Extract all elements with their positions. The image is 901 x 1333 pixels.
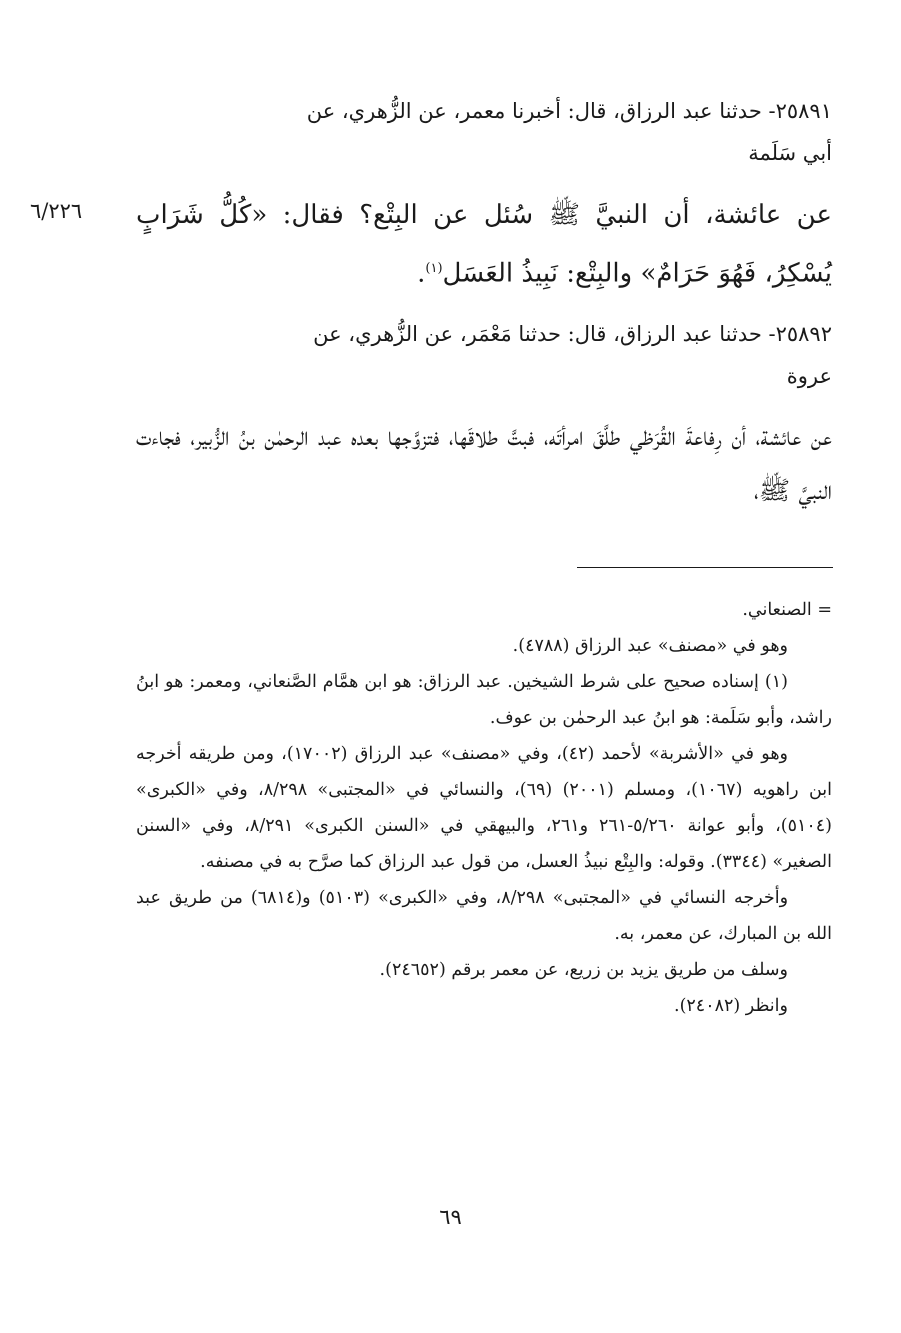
footnote-1-para-4: وسلف من طريق يزيد بن زريع، عن معمر برقم (٢٤٦٥٢). [379,960,788,980]
footnote-marker[interactable]: (١) [425,261,443,276]
page-number: ٦٩ [439,1205,462,1229]
footnote-separator [577,567,833,568]
footnote-1-para-2: وهو في «الأشربة» لأحمد (٤٢)، وفي «مصنف» عبد الرزاق (١٧٠٠٢)، ومن طريقه أخرجه ابن راهويه (١٠٦٧)، ومسلم (٢٠٠١) (٦٩)، والنسائي في «المجتبى» ٨/٢٩٨، وفي «الكبرى» (٥١٠٤)، وأبو عوانة ٥/٢٦٠-٢٦١ و٢٦١، والبيهقي في «السنن الكبرى» ٨/٢٩١، وفي «السنن الصغير» (٣٣٤٤). وقوله: والبِتْع نبيذُ العسل، من قول عبد الرزاق كما صرَّح به في مصنفه. [136,744,833,872]
footnote-1-para-5: وانظر (٢٤٠٨٢). [674,996,788,1016]
chain-line-2: عروة [786,364,832,388]
matn-end: . [417,258,426,289]
chain-line-1: ٢٥٨٩٢- حدثنا عبد الرزاق، قال: حدثنا مَعْمَر، عن الزُّهري، عن [313,322,832,346]
chain-line-1: ٢٥٨٩١- حدثنا عبد الرزاق، قال: أخبرنا معمر، عن الزُّهري، عن [306,99,832,123]
hadith-25891-matn [136,188,832,301]
hadith-25892-chain [136,313,832,397]
footnotes [136,592,832,1024]
footnote-1-para-1: (١) إسناده صحيح على شرط الشيخين. عبد الرزاق: هو ابن همَّام الصَّنعاني، ومعمر: هو ابنُ راشد، وأبو سَلَمة: هو ابنُ عبد الرحمٰن بن عوف. [136,672,832,728]
matn-text: عن عائشة، أن رِفاعةَ القُرَظي طلَّقَ امرأتَه، فبتَّ طلاقَها، فتزوَّجها بعده عبد الرحمٰن بنُ الزُّبير، فجاءت النبيَّ ﷺ، [136,422,832,506]
hadith-25891-chain [136,90,832,174]
hadith-25892-matn [136,410,832,518]
footnote-continuation-source: وهو في «مصنف» عبد الرزاق (٤٧٨٨). [512,636,788,656]
footnote-continuation: = الصنعاني. [742,600,832,620]
footnote-1-para-3: وأخرجه النسائي في «المجتبى» ٨/٢٩٨، وفي «الكبرى» (٥١٠٣) و(٦٨١٤) من طريق عبد الله بن المبارك، عن معمر، به. [136,888,832,944]
margin-page-reference: ٦/٢٢٦ [30,199,83,223]
chain-line-2: أبي سَلَمة [748,141,832,165]
matn-text: عن عائشة، أن النبيَّ ﷺ سُئل عن البِتْع؟ فقال: «كُلُّ شَرَابٍ يُسْكِرُ، فَهُوَ حَرَامٌ» والبِتْع: نَبِيذُ العَسَل [136,200,832,289]
